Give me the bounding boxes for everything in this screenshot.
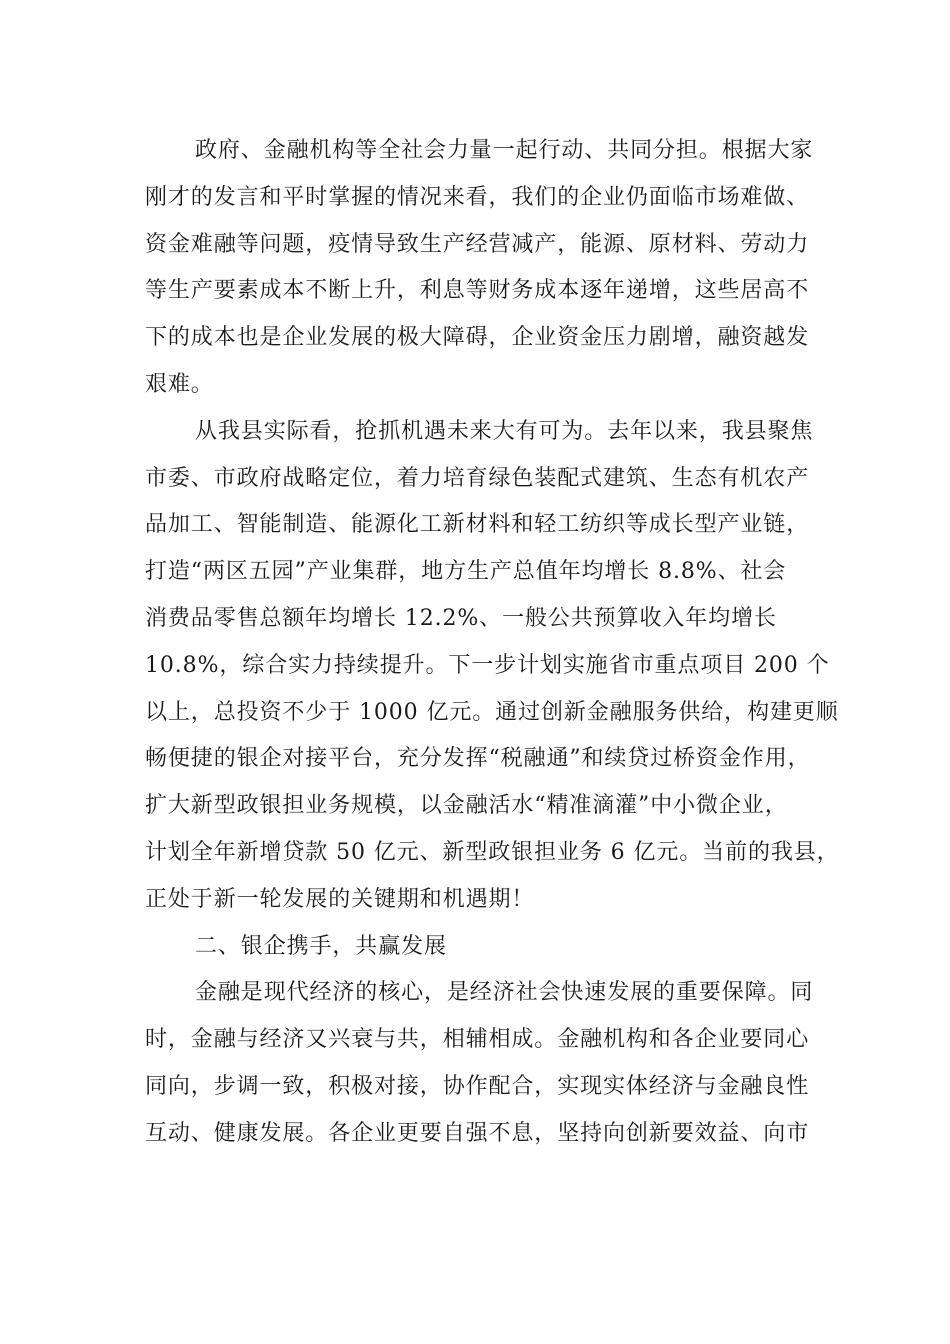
paragraph-line: 艰难。 [145, 371, 214, 397]
paragraph-line: 扩大新型政银担业务规模，以金融活水“精准滴灌”中小微企业， [145, 793, 788, 819]
paragraph-line: 市委、市政府战略定位，着力培育绿色装配式建筑、生态有机农产 [145, 465, 810, 491]
paragraph-line: 金融是现代经济的核心，是经济社会快速发展的重要保障。同 [195, 980, 814, 1006]
paragraph-line: 政府、金融机构等全社会力量一起行动、共同分担。根据大家 [195, 138, 814, 163]
paragraph-line: 资金难融等问题，疫情导致生产经营减产，能源、原材料、劳动力 [145, 231, 810, 257]
paragraph-line: 从我县实际看，抢抓机遇未来大有可为。去年以来，我县聚焦 [195, 418, 814, 444]
paragraph-line: 以上，总投资不少于 1000 亿元。通过创新金融服务供给，构建更顺 [145, 699, 839, 725]
section-heading: 二、银企携手，共赢发展 [195, 933, 447, 959]
paragraph-line: 同向，步调一致，积极对接，协作配合，实现实体经济与金融良性 [145, 1073, 810, 1099]
paragraph-line: 下的成本也是企业发展的极大障碍，企业资金压力剧增，融资越发 [145, 325, 810, 351]
paragraph-line: 10.8%，综合实力持续提升。下一步计划实施省市重点项目 200 个 [145, 652, 830, 678]
paragraph-line: 正处于新一轮发展的关键期和机遇期！ [145, 886, 535, 912]
paragraph-line: 刚才的发言和平时掌握的情况来看，我们的企业仍面临市场难做、 [145, 184, 810, 210]
document-body [145, 128, 840, 1158]
paragraph-line: 等生产要素成本不断上升，利息等财务成本逐年递增，这些居高不 [145, 278, 810, 304]
paragraph-line: 畅便捷的银企对接平台，充分发挥“税融通”和续贷过桥资金作用， [145, 746, 811, 772]
paragraph-line: 消费品零售总额年均增长 12.2%、一般公共预算收入年均增长 [145, 605, 777, 631]
paragraph-line: 打造“两区五园”产业集群，地方生产总值年均增长 8.8%、社会 [145, 559, 787, 585]
paragraph-line: 互动、健康发展。各企业更要自强不息，坚持向创新要效益、向市 [145, 1120, 810, 1146]
paragraph-line: 品加工、智能制造、能源化工新材料和轻工纺织等成长型产业链， [145, 512, 810, 538]
paragraph-line: 时，金融与经济又兴衰与共，相辅相成。金融机构和各企业要同心 [145, 1027, 810, 1053]
paragraph-line: 计划全年新增贷款 50 亿元、新型政银担业务 6 亿元。当前的我县， [145, 839, 840, 865]
